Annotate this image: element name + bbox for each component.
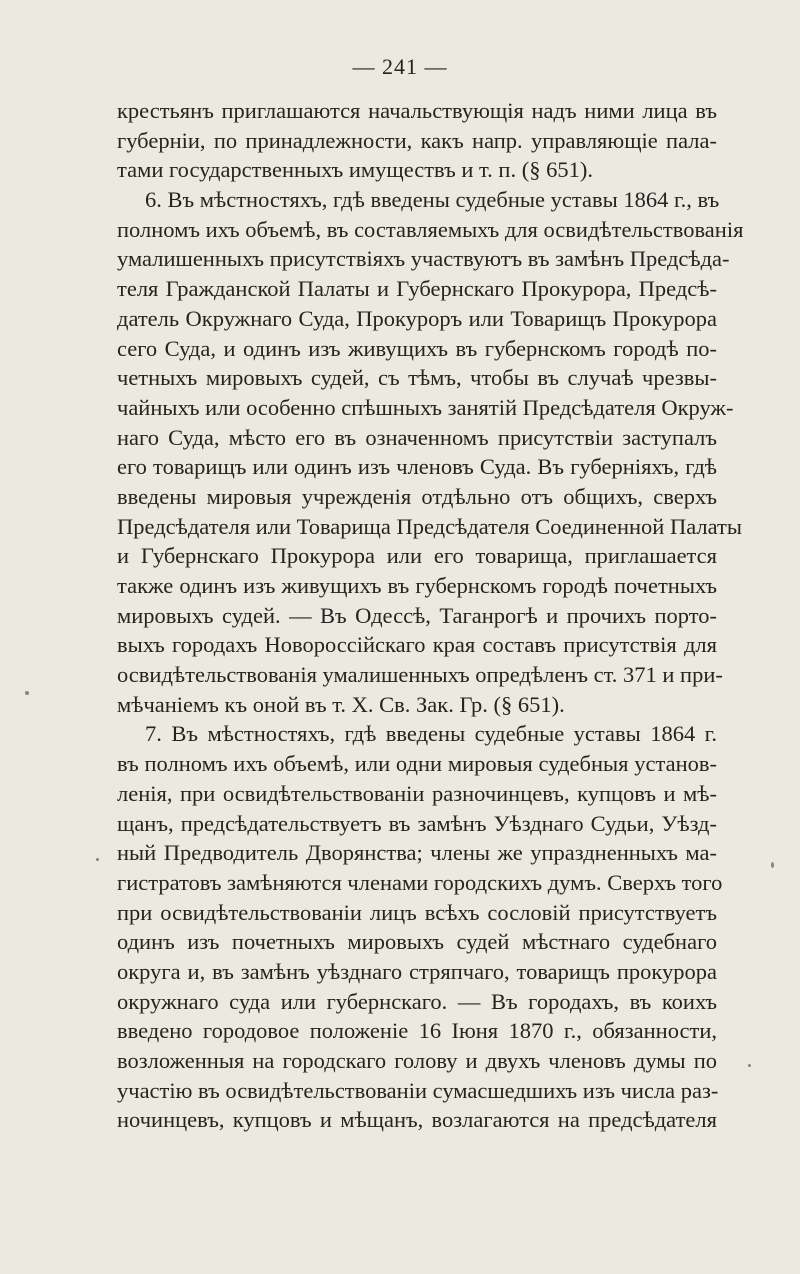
text-line: крестьянъ приглашаются начальствующія надъ ними лица въ [117,98,717,123]
paper-speck [96,858,99,861]
text-line: тами государственныхъ имуществъ и т. п. (§ 651). [117,157,593,183]
text-line: и Губернскаго Прокурора или его товарища, приглашается [117,543,717,569]
text-line: округа и, въ замѣнъ уѣзднаго стряпчаго, товарищъ прокурора [117,958,717,984]
paragraph-7-start: 7. Въ мѣстностяхъ, гдѣ введены судебные уставы 1864 г. [145,721,717,747]
text-line: сего Суда, и одинъ изъ живущихъ въ губернскомъ городѣ по- [117,335,717,361]
text-line: наго Суда, мѣсто его въ означенномъ присутствіи заступалъ [117,424,717,450]
text-line: чайныхъ или особенно спѣшныхъ занятій Предсѣдателя Окруж- [117,394,734,420]
text-line: датель Окружнаго Суда, Прокуроръ или Товарищъ Прокурора [117,305,717,331]
text-line: мѣчаніемъ къ оной въ т. X. Св. Зак. Гр. (§ 651). [117,691,565,717]
text-line: умалишенныхъ присутствіяхъ участвуютъ въ замѣнъ Предсѣда- [117,246,730,272]
text-line: также одинъ изъ живущихъ въ губернскомъ городѣ почетныхъ [117,573,717,598]
text-line: губерніи, по принадлежности, какъ напр. управляющіе пала- [117,127,717,153]
text-line: введены мировыя учрежденія отдѣльно отъ общихъ, сверхъ [117,483,717,509]
text-line: участію въ освидѣтельствованіи сумасшедшихъ изъ числа раз- [117,1077,719,1103]
text-line: выхъ городахъ Новороссійскаго края составъ присутствія для [117,632,717,658]
text-line: Предсѣдателя или Товарища Предсѣдателя Соединенной Палаты [117,513,742,539]
text-line: мировыхъ судей. — Въ Одессѣ, Таганрогѣ и прочихъ порто- [117,602,717,628]
text-line: окружнаго суда или губернскаго. — Въ городахъ, въ коихъ [117,988,717,1014]
text-line: введено городовое положеніе 16 Іюня 1870 г., обязанности, [117,1018,717,1044]
text-line: ный Предводитель Дворянства; члены же упраздненныхъ ма- [117,840,717,866]
text-line: ленія, при освидѣтельствованіи разночинцевъ, купцовъ и мѣ- [117,780,717,806]
text-line: его товарищъ или одинъ изъ членовъ Суда. Въ губерніяхъ, гдѣ [117,454,717,480]
text-line: полномъ ихъ объемѣ, въ составляемыхъ для освидѣтельствованія [117,216,744,242]
text-line: четныхъ мировыхъ судей, съ тѣмъ, чтобы въ случаѣ чрезвы- [117,365,717,391]
paper-speck [748,1064,751,1067]
page-number: — 241 — [352,54,448,79]
text-line: теля Гражданской Палаты и Губернскаго Прокурора, Предсѣ- [117,276,717,302]
paragraph-6-start: 6. Въ мѣстностяхъ, гдѣ введены судебные уставы 1864 г., въ [145,187,720,213]
text-line: въ полномъ ихъ объемѣ, или одни мировыя судебныя установ- [117,751,717,777]
text-line: щанъ, предсѣдательствуетъ въ замѣнъ Уѣзднаго Судьи, Уѣзд- [117,810,717,836]
text-line: одинъ изъ почетныхъ мировыхъ судей мѣстнаго судебнаго [117,929,717,955]
text-line: при освидѣтельствованіи лицъ всѣхъ сословій присутствуетъ [117,899,717,925]
paper-speck [25,691,29,695]
text-line: возложенныя на городскаго голову и двухъ членовъ думы по [117,1048,717,1073]
text-line: ночинцевъ, купцовъ и мѣщанъ, возлагаются на предсѣдателя [117,1107,717,1133]
text-line: гистратовъ замѣняются членами городскихъ думъ. Сверхъ того [117,869,723,895]
paper-speck [771,862,774,868]
text-line: освидѣтельствованія умалишенныхъ опредѣленъ ст. 371 и при- [117,662,723,688]
body-text [117,96,744,1135]
